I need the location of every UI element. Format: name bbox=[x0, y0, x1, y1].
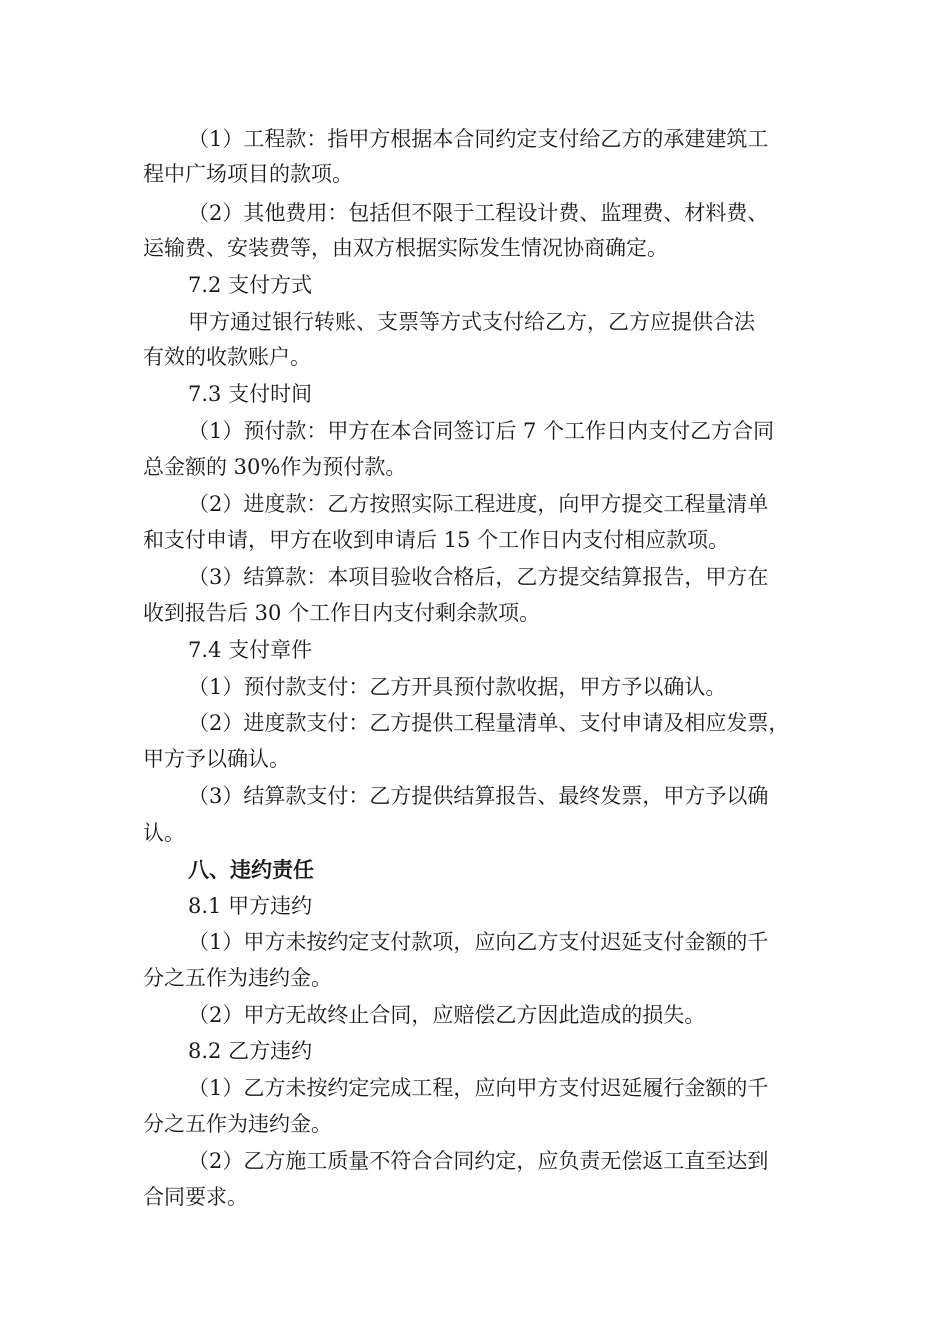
section-8-1-title: 8.1 甲方违约 bbox=[188, 894, 313, 918]
text-line-14: 收到报告后 30 个工作日内支付剩余款项。 bbox=[143, 601, 541, 625]
text-line-29: （2）乙方施工质量不符合合同约定，应负责无偿返工直至达到 bbox=[188, 1149, 769, 1173]
text-line-25: （2）甲方无故终止合同，应赔偿乙方因此造成的损失。 bbox=[188, 1003, 706, 1027]
text-line-6: 甲方通过银行转账、支票等方式支付给乙方，乙方应提供合法 bbox=[188, 310, 755, 334]
text-line-9: （1）预付款：甲方在本合同签订后 7 个工作日内支付乙方合同 bbox=[188, 419, 775, 443]
text-line-19: （3）结算款支付：乙方提供结算报告、最终发票，甲方予以确 bbox=[188, 784, 769, 808]
text-line-7: 有效的收款账户。 bbox=[143, 345, 311, 369]
section-7-2-title: 7.2 支付方式 bbox=[188, 273, 313, 297]
text-line-17: （2）进度款支付：乙方提供工程量清单、支付申请及相应发票， bbox=[188, 711, 790, 735]
text-line-18: 甲方予以确认。 bbox=[143, 747, 290, 771]
text-line-20: 认。 bbox=[143, 821, 185, 845]
text-line-4: 运输费、安装费等，由双方根据实际发生情况协商确定。 bbox=[143, 236, 668, 260]
text-line-13: （3）结算款：本项目验收合格后，乙方提交结算报告，甲方在 bbox=[188, 565, 769, 589]
text-line-2: 程中广场项目的款项。 bbox=[143, 162, 353, 186]
text-line-11: （2）进度款：乙方按照实际工程进度，向甲方提交工程量清单 bbox=[188, 492, 769, 516]
section-7-4-title: 7.4 支付章件 bbox=[188, 638, 313, 662]
text-line-23: （1）甲方未按约定支付款项，应向乙方支付迟延支付金额的千 bbox=[188, 930, 769, 954]
text-line-27: （1）乙方未按约定完成工程，应向甲方支付迟延履行金额的千 bbox=[188, 1076, 769, 1100]
text-line-24: 分之五作为违约金。 bbox=[143, 966, 332, 990]
section-8-2-title: 8.2 乙方违约 bbox=[188, 1039, 313, 1063]
text-line-16: （1）预付款支付：乙方开具预付款收据，甲方予以确认。 bbox=[188, 675, 727, 699]
chapter-8-heading: 八、违约责任 bbox=[188, 858, 314, 882]
text-line-10: 总金额的 30%作为预付款。 bbox=[143, 455, 407, 479]
text-line-1: （1）工程款：指甲方根据本合同约定支付给乙方的承建建筑工 bbox=[188, 127, 769, 151]
section-7-3-title: 7.3 支付时间 bbox=[188, 382, 313, 406]
text-line-28: 分之五作为违约金。 bbox=[143, 1112, 332, 1136]
text-line-12: 和支付申请，甲方在收到申请后 15 个工作日内支付相应款项。 bbox=[143, 528, 730, 552]
text-line-3: （2）其他费用：包括但不限于工程设计费、监理费、材料费、 bbox=[188, 201, 769, 225]
text-line-30: 合同要求。 bbox=[143, 1185, 248, 1209]
